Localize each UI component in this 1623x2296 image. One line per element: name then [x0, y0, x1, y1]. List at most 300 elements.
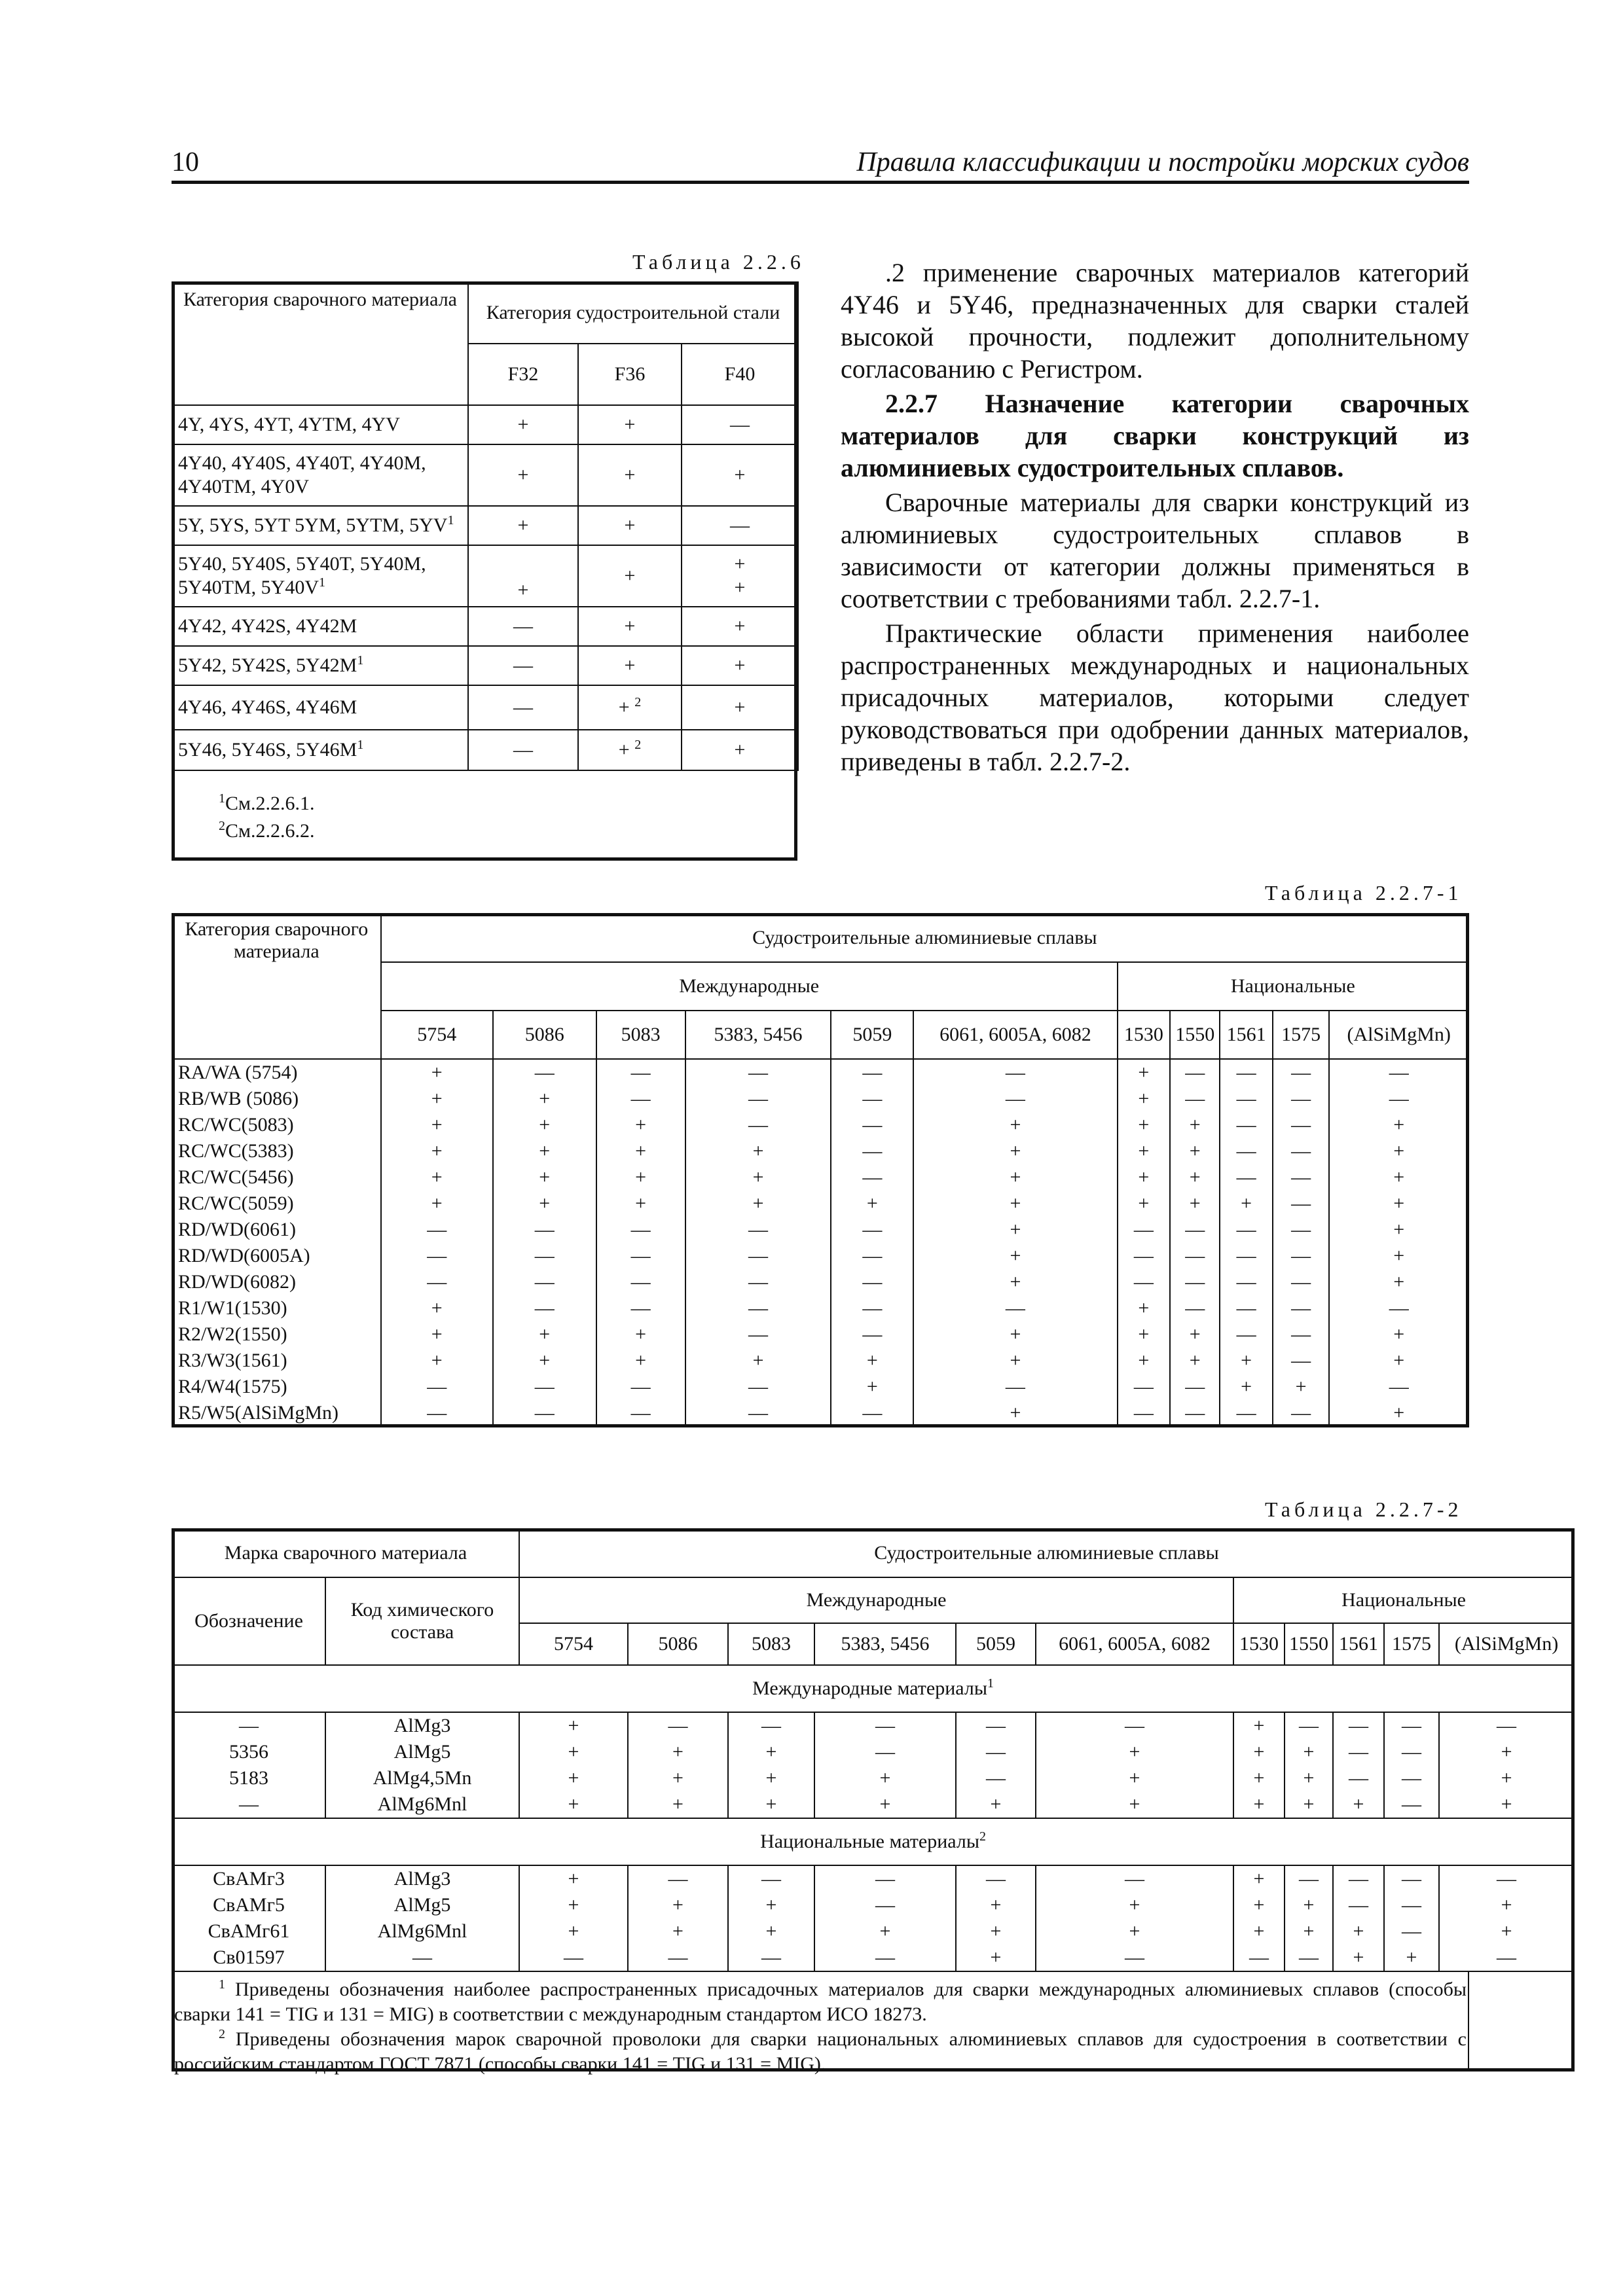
compatibility-column — [1036, 1712, 1233, 1818]
compatibility-mark: + — [1501, 1793, 1512, 1815]
compatibility-cell: + — [578, 545, 682, 607]
compatibility-mark: + — [1393, 1166, 1405, 1188]
compatibility-mark: + — [539, 1166, 551, 1188]
compatibility-mark: — — [1291, 1166, 1311, 1188]
compatibility-mark: — — [748, 1323, 769, 1345]
compatibility-mark: — — [1291, 1114, 1311, 1136]
compatibility-mark: — — [1236, 1297, 1256, 1319]
compatibility-cell: — — [468, 685, 578, 730]
compatibility-mark: + — [879, 1793, 891, 1815]
compatibility-mark: + — [1353, 1920, 1364, 1942]
compatibility-mark: — — [1299, 1715, 1319, 1736]
material-category: RC/WC(5383) — [178, 1140, 294, 1162]
compatibility-mark: + — [1501, 1894, 1512, 1916]
compatibility-cell: + — [468, 545, 578, 607]
compatibility-mark: — — [1185, 1062, 1205, 1083]
compatibility-column — [814, 1712, 956, 1818]
header-alloy: 5086 — [493, 1011, 596, 1059]
table-row — [172, 646, 798, 685]
compatibility-mark: + — [765, 1920, 777, 1942]
compatibility-cell: — — [468, 646, 578, 685]
compatibility-mark: + — [635, 1323, 647, 1345]
header-alloy: (AlSiMgMn) — [1439, 1623, 1574, 1665]
compatibility-mark: — — [1299, 1868, 1319, 1890]
compatibility-cell: + — [468, 405, 578, 444]
compatibility-mark: — — [862, 1271, 883, 1293]
header-alloy: 1550 — [1170, 1011, 1220, 1059]
compatibility-mark: + — [672, 1741, 684, 1763]
material-category: 4Y40, 4Y40S, 4Y40T, 4Y40M, 4Y40TM, 4Y0V — [172, 444, 468, 506]
table-2271-caption: Таблица 2.2.7-1 — [1265, 881, 1463, 905]
compatibility-mark: + — [1010, 1114, 1021, 1136]
compatibility-mark: — — [1185, 1297, 1205, 1319]
compatibility-mark: — — [1236, 1114, 1256, 1136]
compatibility-mark: + — [539, 1088, 551, 1109]
compatibility-mark: — — [1497, 1715, 1517, 1736]
compatibility-column — [831, 1059, 913, 1427]
compatibility-mark: + — [1253, 1793, 1265, 1815]
section-heading-227: 2.2.7 Назначение категории сварочных материалов для сварки конструкций из алюминиевых судостроительных сплавов. — [841, 389, 1469, 482]
running-header — [172, 145, 1469, 182]
header-chem-code: Код химического состава — [325, 1577, 519, 1665]
compatibility-mark: — — [1236, 1166, 1256, 1188]
compatibility-mark: — — [862, 1114, 883, 1136]
compatibility-mark: — — [1402, 1868, 1422, 1890]
compatibility-cell: — — [682, 405, 798, 444]
compatibility-mark: + — [568, 1868, 579, 1890]
paragraph-welding-materials: Сварочные материалы для сварки конструкций из алюминиевых судостроительных сплавов в зависимости от категории должны применяться в соответствии с требованиями табл. 2.2.7-1. — [841, 488, 1469, 613]
compatibility-mark: — — [1185, 1088, 1205, 1109]
material-category: R4/W4(1575) — [178, 1376, 287, 1397]
designation: 5183 — [229, 1767, 268, 1789]
compatibility-mark: + — [431, 1140, 443, 1162]
compatibility-mark: + — [431, 1114, 443, 1136]
chem-code: AlMg5 — [393, 1894, 451, 1916]
compatibility-mark: — — [427, 1245, 447, 1266]
compatibility-mark: — — [1291, 1062, 1311, 1083]
compatibility-mark: + — [568, 1793, 579, 1815]
compatibility-column — [956, 1865, 1036, 1971]
designation: Св01597 — [213, 1946, 285, 1968]
compatibility-mark: + — [1393, 1271, 1405, 1293]
compatibility-mark: + — [1393, 1114, 1405, 1136]
compatibility-mark: + — [431, 1323, 443, 1345]
compatibility-column — [1273, 1059, 1330, 1427]
material-category: R1/W1(1530) — [178, 1297, 287, 1319]
compatibility-mark: + — [635, 1114, 647, 1136]
compatibility-mark: + — [1138, 1062, 1150, 1083]
compatibility-mark: — — [1291, 1402, 1311, 1424]
designation: СвАМг3 — [213, 1868, 285, 1890]
chem-code-column — [325, 1712, 519, 1818]
header-international: Международные — [519, 1577, 1233, 1623]
intl-materials-data-block — [172, 1712, 1574, 1818]
table-row — [172, 685, 798, 730]
chem-code: AlMg3 — [393, 1715, 451, 1736]
compatibility-mark: + — [431, 1062, 443, 1083]
compatibility-column — [685, 1059, 831, 1427]
compatibility-mark: — — [1125, 1946, 1145, 1968]
compatibility-mark: — — [1185, 1402, 1205, 1424]
natl-materials-title: Национальные материалы$^2$ — [172, 1818, 1574, 1865]
compatibility-cell: + — [578, 506, 682, 545]
compatibility-mark: — — [1291, 1140, 1311, 1162]
header-alloy: 1530 — [1233, 1623, 1285, 1665]
designation-column — [172, 1712, 325, 1818]
compatibility-mark: — — [1133, 1245, 1154, 1266]
material-category: 4Y, 4YS, 4YT, 4YTM, 4YV — [172, 405, 468, 444]
compatibility-mark: + — [1189, 1350, 1201, 1371]
compatibility-mark: — — [630, 1402, 651, 1424]
compatibility-mark: — — [1005, 1088, 1025, 1109]
compatibility-mark: + — [1138, 1297, 1150, 1319]
compatibility-mark: — — [630, 1245, 651, 1266]
compatibility-column — [628, 1712, 728, 1818]
compatibility-mark: + — [431, 1166, 443, 1188]
compatibility-cell: + $^2$ — [578, 685, 682, 730]
compatibility-column — [1439, 1865, 1574, 1971]
table-2271-header-row-1 — [172, 914, 1468, 962]
table-row — [172, 545, 798, 607]
compatibility-cell: — — [468, 607, 578, 646]
compatibility-mark: + — [990, 1920, 1002, 1942]
compatibility-column — [1220, 1059, 1272, 1427]
compatibility-mark: — — [1125, 1868, 1145, 1890]
material-category: RA/WA (5754) — [178, 1062, 298, 1083]
header-alloy: 5383, 5456 — [685, 1011, 831, 1059]
header-alloy: 5059 — [956, 1623, 1036, 1665]
compatibility-mark: + — [431, 1193, 443, 1214]
compatibility-mark: — — [875, 1868, 896, 1890]
compatibility-mark: — — [748, 1088, 769, 1109]
table-226-footnotes — [172, 783, 797, 861]
material-category: R3/W3(1561) — [178, 1350, 287, 1371]
table-226-footnote-2: $^2$См.2.2.6.2. — [219, 819, 315, 842]
compatibility-mark: — — [862, 1323, 883, 1345]
table-2272-header-row-1 — [172, 1529, 1574, 1577]
compatibility-mark: — — [630, 1219, 651, 1240]
compatibility-mark: — — [1389, 1297, 1409, 1319]
compatibility-mark: + — [568, 1767, 579, 1789]
table-row — [172, 506, 798, 545]
material-category: R2/W2(1550) — [178, 1323, 287, 1345]
compatibility-cell: + — [682, 444, 798, 506]
compatibility-mark: — — [1236, 1062, 1256, 1083]
compatibility-mark: + — [866, 1193, 878, 1214]
compatibility-column — [1233, 1712, 1285, 1818]
compatibility-mark: — — [862, 1088, 883, 1109]
compatibility-mark: + — [1189, 1166, 1201, 1188]
compatibility-column — [1384, 1865, 1439, 1971]
compatibility-mark: + — [1241, 1350, 1252, 1371]
chem-code: AlMg6Mnl — [377, 1920, 467, 1942]
compatibility-mark: + — [1253, 1920, 1265, 1942]
compatibility-column — [814, 1865, 956, 1971]
compatibility-mark: — — [1236, 1271, 1256, 1293]
compatibility-mark: — — [1349, 1894, 1369, 1916]
text-column — [841, 257, 1469, 778]
header-alloy: 1575 — [1273, 1011, 1330, 1059]
compatibility-mark: — — [1133, 1219, 1154, 1240]
header-alloy: 1561 — [1333, 1623, 1384, 1665]
compatibility-mark: — — [986, 1715, 1006, 1736]
compatibility-mark: + — [1138, 1323, 1150, 1345]
compatibility-mark: — — [1133, 1271, 1154, 1293]
compatibility-mark: + — [672, 1767, 684, 1789]
compatibility-mark: — — [1349, 1741, 1369, 1763]
compatibility-column — [1285, 1712, 1333, 1818]
compatibility-mark: + — [1406, 1946, 1417, 1968]
compatibility-mark: + — [1010, 1350, 1021, 1371]
compatibility-mark: + — [1253, 1741, 1265, 1763]
compatibility-mark: — — [761, 1946, 782, 1968]
compatibility-mark: — — [862, 1140, 883, 1162]
compatibility-mark: + — [1138, 1350, 1150, 1371]
compatibility-cell: + $^2$ — [578, 730, 682, 770]
compatibility-mark: + — [879, 1920, 891, 1942]
natl-materials-data-block — [172, 1865, 1574, 1971]
compatibility-mark: — — [1349, 1868, 1369, 1890]
compatibility-mark: — — [534, 1402, 555, 1424]
compatibility-mark: — — [668, 1715, 688, 1736]
compatibility-mark: — — [630, 1088, 651, 1109]
compatibility-mark: — — [1291, 1323, 1311, 1345]
compatibility-mark: + — [1010, 1402, 1021, 1424]
compatibility-mark: + — [1129, 1920, 1140, 1942]
compatibility-column — [381, 1059, 493, 1427]
compatibility-mark: — — [748, 1219, 769, 1240]
compatibility-mark: + — [539, 1323, 551, 1345]
material-category: RD/WD(6082) — [178, 1271, 296, 1293]
compatibility-mark: + — [1138, 1140, 1150, 1162]
compatibility-mark: — — [534, 1271, 555, 1293]
compatibility-mark: — — [1389, 1376, 1409, 1397]
table-226-caption: Таблица 2.2.6 — [632, 250, 805, 274]
compatibility-column — [913, 1059, 1117, 1427]
compatibility-mark: + — [672, 1894, 684, 1916]
compatibility-cell: + — [682, 607, 798, 646]
header-grade: F32 — [468, 344, 578, 405]
compatibility-mark: + — [568, 1894, 579, 1916]
compatibility-mark: + — [1393, 1219, 1405, 1240]
compatibility-mark: — — [1291, 1271, 1311, 1293]
header-grade: F40 — [682, 344, 798, 405]
compatibility-mark: — — [668, 1868, 688, 1890]
compatibility-mark: — — [748, 1245, 769, 1266]
compatibility-mark: — — [1349, 1715, 1369, 1736]
compatibility-mark: — — [534, 1297, 555, 1319]
table-2272-footnote-2: $^2$ Приведены обозначения марок сварочной проволоки для сварки национальных алюминиевых сплавов для судостроения в соответствии с российским стандартом ГОСТ 7871 (способы сварки 141 = TIG и 131 = MIG). — [174, 2027, 1467, 2075]
header-category: Категория сварочного материала — [172, 282, 468, 405]
header-designation: Обозначение — [172, 1577, 325, 1665]
material-category: 5Y42, 5Y42S, $5Y42M^1$ — [172, 646, 468, 685]
compatibility-mark: — — [427, 1376, 447, 1397]
table-226-footnote-1: $^1$См.2.2.6.1. — [219, 791, 315, 814]
compatibility-mark: + — [1393, 1245, 1405, 1266]
compatibility-mark: — — [427, 1271, 447, 1293]
compatibility-mark: + — [1303, 1894, 1315, 1916]
compatibility-mark: + — [1253, 1767, 1265, 1789]
compatibility-cell: + — [682, 730, 798, 770]
table-2272-footnote-1: $^1$ Приведены обозначения наиболее распространенных присадочных материалов для сварки международных алюминиевых сплавов (способы сварки 141 = TIG и 131 = MIG) в соответствии с международным стандартом ИСО 18273. — [174, 1977, 1467, 2025]
compatibility-mark: — — [748, 1062, 769, 1083]
header-grade: F36 — [578, 344, 682, 405]
compatibility-mark: + — [765, 1767, 777, 1789]
compatibility-mark: + — [1353, 1793, 1364, 1815]
compatibility-mark: — — [1497, 1946, 1517, 1968]
designation: СвАМг5 — [213, 1894, 285, 1916]
header-category: Категория сварочного материала — [172, 914, 381, 1059]
compatibility-column — [1439, 1712, 1574, 1818]
compatibility-mark: — — [1291, 1297, 1311, 1319]
compatibility-column — [956, 1712, 1036, 1818]
material-category: R5/W5(AlSiMgMn) — [178, 1402, 339, 1424]
compatibility-cell: + — [578, 607, 682, 646]
compatibility-mark: + — [1393, 1402, 1405, 1424]
compatibility-mark: + — [1138, 1166, 1150, 1188]
header-alloy: 1530 — [1118, 1011, 1170, 1059]
compatibility-mark: + — [1010, 1140, 1021, 1162]
compatibility-mark: — — [748, 1402, 769, 1424]
compatibility-mark: + — [752, 1350, 764, 1371]
compatibility-cell: + — [578, 405, 682, 444]
table-2272-caption: Таблица 2.2.7-2 — [1265, 1498, 1463, 1521]
compatibility-mark: + — [1253, 1894, 1265, 1916]
header-alloy: 5754 — [381, 1011, 493, 1059]
compatibility-mark: + — [866, 1350, 878, 1371]
compatibility-column — [493, 1059, 596, 1427]
material-category: RC/WC(5083) — [178, 1114, 294, 1136]
compatibility-mark: + — [990, 1793, 1002, 1815]
material-category: RD/WD(6005A) — [178, 1245, 310, 1266]
compatibility-mark: + — [1189, 1140, 1201, 1162]
compatibility-mark: — — [1185, 1376, 1205, 1397]
compatibility-mark: — — [1236, 1323, 1256, 1345]
header-alloy: 6061, 6005A, 6082 — [1036, 1623, 1233, 1665]
compatibility-mark: + — [752, 1193, 764, 1214]
compatibility-mark: + — [1241, 1376, 1252, 1397]
compatibility-mark: + — [635, 1350, 647, 1371]
compatibility-mark: — — [986, 1868, 1006, 1890]
material-category: 4Y42, 4Y42S, 4Y42M — [172, 607, 468, 646]
compatibility-column — [728, 1712, 814, 1818]
compatibility-mark: — — [1497, 1868, 1517, 1890]
compatibility-mark: + — [1393, 1323, 1405, 1345]
material-category-list — [172, 1059, 381, 1427]
designation: 5356 — [229, 1741, 268, 1763]
material-category: RC/WC(5059) — [178, 1193, 294, 1214]
table-row — [172, 607, 798, 646]
material-category: 5Y, 5YS, 5YT 5YM, 5YTM, $5YV^1$ — [172, 506, 468, 545]
header-alloy: 5083 — [596, 1011, 685, 1059]
compatibility-mark: + — [1138, 1088, 1150, 1109]
designation-column — [172, 1865, 325, 1971]
compatibility-mark: + — [568, 1920, 579, 1942]
table-2271 — [172, 913, 1469, 1427]
compatibility-mark: + — [568, 1715, 579, 1736]
compatibility-mark: + — [765, 1741, 777, 1763]
compatibility-mark: — — [748, 1297, 769, 1319]
compatibility-mark: + — [539, 1350, 551, 1371]
designation: — — [239, 1793, 259, 1815]
header-alloy: 5083 — [728, 1623, 814, 1665]
compatibility-column — [1118, 1059, 1170, 1427]
compatibility-mark: — — [427, 1219, 447, 1240]
compatibility-mark: + — [568, 1741, 579, 1763]
compatibility-mark: — — [875, 1715, 896, 1736]
compatibility-column — [519, 1865, 628, 1971]
compatibility-column — [1333, 1712, 1384, 1818]
compatibility-cell: + — [468, 444, 578, 506]
chem-code: AlMg6Mnl — [377, 1793, 467, 1815]
table-row — [172, 405, 798, 444]
compatibility-mark: + — [1189, 1114, 1201, 1136]
compatibility-mark: — — [1236, 1140, 1256, 1162]
compatibility-mark: — — [1402, 1715, 1422, 1736]
compatibility-mark: — — [534, 1219, 555, 1240]
compatibility-mark: — — [1236, 1245, 1256, 1266]
compatibility-mark: — — [1291, 1350, 1311, 1371]
compatibility-mark: — — [986, 1741, 1006, 1763]
compatibility-mark: + — [1303, 1767, 1315, 1789]
compatibility-cell: + + — [682, 545, 798, 607]
compatibility-mark: — — [1249, 1946, 1269, 1968]
header-steel: Категория судостроительной стали — [468, 282, 798, 344]
chem-code: AlMg4,5Mn — [373, 1767, 472, 1789]
compatibility-mark: — — [1185, 1219, 1205, 1240]
compatibility-mark: — — [1005, 1376, 1025, 1397]
compatibility-mark: + — [1010, 1219, 1021, 1240]
compatibility-mark: + — [672, 1793, 684, 1815]
compatibility-column — [1384, 1712, 1439, 1818]
chem-code: AlMg5 — [393, 1741, 451, 1763]
natl-materials-title-row — [172, 1818, 1574, 1865]
compatibility-mark: + — [1138, 1193, 1150, 1214]
chem-code: AlMg3 — [393, 1868, 451, 1890]
compatibility-mark: + — [1010, 1166, 1021, 1188]
table-226 — [172, 281, 799, 771]
compatibility-cell: — — [682, 506, 798, 545]
header-alloy: 1550 — [1285, 1623, 1333, 1665]
compatibility-cell: + — [578, 646, 682, 685]
compatibility-mark: + — [672, 1920, 684, 1942]
compatibility-mark: — — [1005, 1062, 1025, 1083]
compatibility-mark: — — [875, 1894, 896, 1916]
intl-materials-title-row — [172, 1665, 1574, 1712]
compatibility-mark: — — [1236, 1088, 1256, 1109]
compatibility-mark: — — [564, 1946, 584, 1968]
compatibility-mark: + — [1501, 1767, 1512, 1789]
compatibility-cell: — — [468, 730, 578, 770]
header-mark: Марка сварочного материала — [172, 1529, 519, 1577]
compatibility-mark: — — [1236, 1402, 1256, 1424]
compatibility-mark: + — [1129, 1767, 1140, 1789]
designation: — — [239, 1715, 259, 1736]
compatibility-mark: + — [539, 1114, 551, 1136]
material-category: 4Y46, 4Y46S, 4Y46M — [172, 685, 468, 730]
compatibility-mark: — — [1291, 1193, 1311, 1214]
paragraph-clause-2: .2 применение сварочных материалов категорий 4Y46 и 5Y46, предназначенных для сварки сталей высокой прочности, подлежит дополнительному согласованию с Регистром. — [841, 258, 1469, 384]
compatibility-mark: — — [1349, 1767, 1369, 1789]
compatibility-mark: + — [635, 1193, 647, 1214]
header-alloys: Судостроительные алюминиевые сплавы — [519, 1529, 1574, 1577]
compatibility-mark: — — [1299, 1946, 1319, 1968]
chem-code-column — [325, 1865, 519, 1971]
header-alloy: 1561 — [1220, 1011, 1272, 1059]
compatibility-mark: + — [1189, 1323, 1201, 1345]
header-alloy: (AlSiMgMn) — [1329, 1011, 1468, 1059]
paragraph-practical-areas: Практические области применения наиболее распространенных международных и национальных присадочных материалов, которыми следует руководствоваться при одобрении данных материалов, приведены в табл. 2.2.7-2. — [841, 619, 1469, 776]
